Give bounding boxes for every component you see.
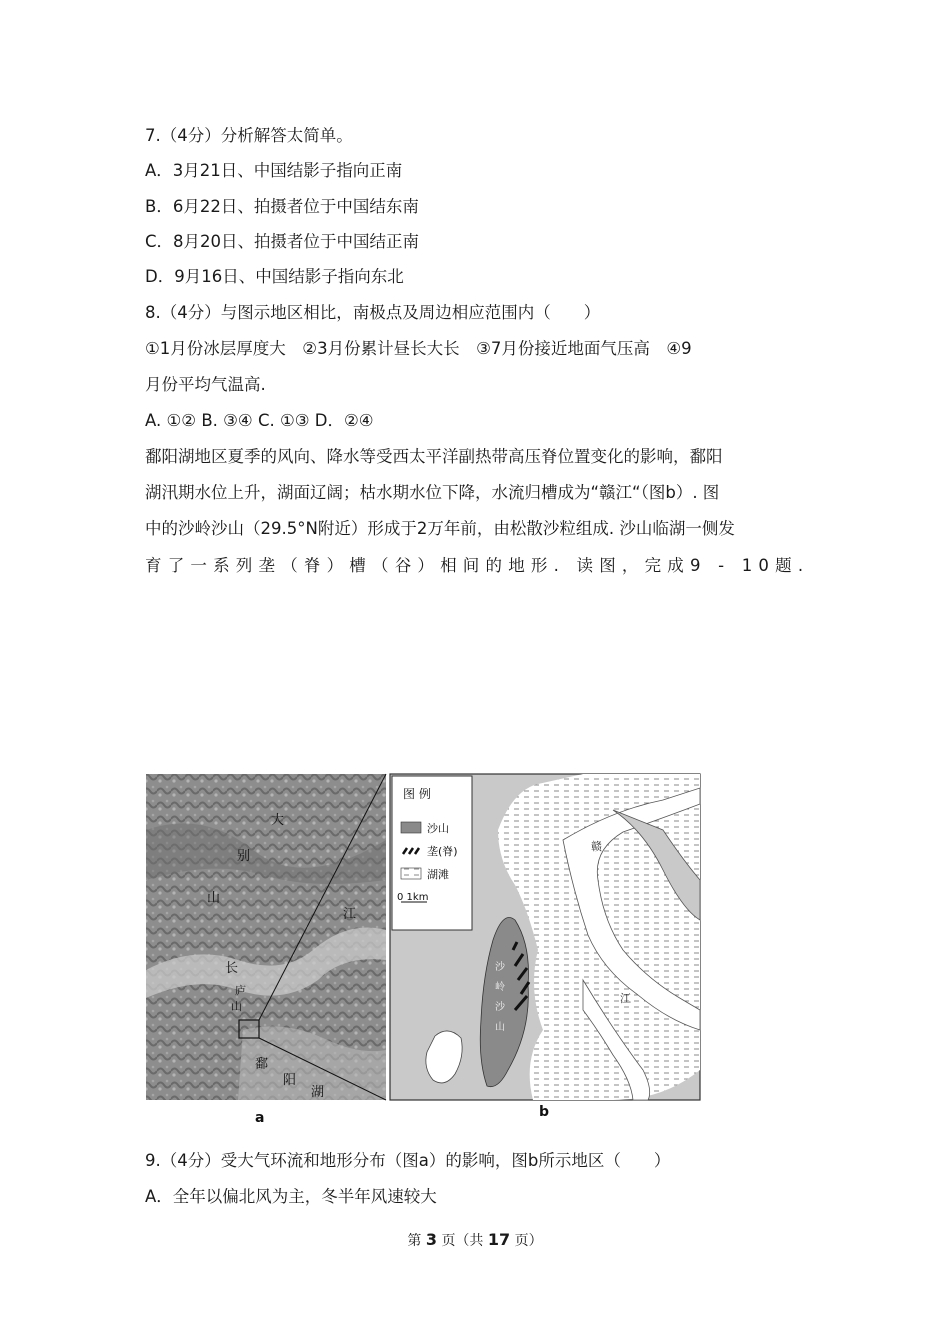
- passage-line: 鄱阳湖地区夏季的风向、降水等受西太平洋副热带高压脊位置变化的影响，鄱阳: [145, 447, 723, 466]
- q7-option-b: B．6月22日、拍摄者位于中国结东南: [145, 197, 419, 216]
- label-gan: 赣: [591, 840, 602, 853]
- label-ling: 岭: [495, 982, 505, 993]
- q7-option-a: A．3月21日、中国结影子指向正南: [145, 161, 403, 180]
- label-hu: 湖: [311, 1085, 325, 1100]
- label-shan-b: 山: [495, 1022, 505, 1033]
- q7-option-d: D．9月16日、中国结影子指向东北: [145, 267, 404, 286]
- label-ganjiang: 江: [620, 992, 631, 1005]
- q7-stem: 7.（4分）分析解答太简单。: [145, 126, 353, 145]
- caption-a: a: [255, 1110, 265, 1126]
- legend-ridge: 垄(脊): [427, 845, 458, 858]
- footer-prefix: 第: [407, 1233, 422, 1249]
- passage-line: 中的沙岭沙山（29.5°N附近）形成于2万年前，由松散沙粒组成. 沙山临湖一侧发: [145, 519, 735, 538]
- label-bie: 别: [237, 849, 251, 864]
- legend-beach: 湖滩: [427, 868, 449, 881]
- label-yang: 阳: [283, 1073, 297, 1088]
- q8-stem: 8.（4分）与图示地区相比，南极点及周边相应范围内（ ）: [145, 303, 601, 322]
- label-da: 大: [271, 813, 285, 828]
- figure-pair: [143, 770, 703, 1130]
- label-lushan: 山: [231, 1000, 242, 1013]
- footer-page-number: 3: [425, 1230, 437, 1249]
- caption-b: b: [539, 1104, 550, 1120]
- footer-total-pages: 17: [487, 1230, 511, 1249]
- q8-statements-1: ①1月份冰层厚度大 ②3月份累计昼长大长 ③7月份接近地面气压高 ④9: [145, 339, 692, 358]
- footer-middle: 页（共: [441, 1233, 484, 1249]
- legend-title: 图 例: [403, 787, 431, 801]
- label-chang: 长: [225, 961, 239, 976]
- q8-statements-2: 月份平均气温高.: [145, 375, 266, 394]
- passage-line: 育了一系列垄（脊）槽（谷）相间的地形. 读图，完成9 - 10题.: [145, 556, 810, 575]
- legend-scale: 0 1km: [397, 892, 429, 903]
- label-po: 鄱: [255, 1057, 269, 1072]
- label-sha2: 沙: [495, 1002, 505, 1013]
- figure-a-satellite: [146, 774, 386, 1100]
- q9-option-a: A．全年以偏北风为主，冬半年风速较大: [145, 1187, 437, 1206]
- q9-stem: 9.（4分）受大气环流和地形分布（图a）的影响，图b所示地区（ ）: [145, 1151, 671, 1170]
- label-lu: 庐: [235, 984, 246, 997]
- q8-options: A. ①② B. ③④ C. ①③ D．②④: [145, 411, 374, 430]
- legend-sandhill: 沙山: [427, 822, 449, 835]
- label-shan: 山: [207, 891, 221, 906]
- label-sha1: 沙: [495, 962, 505, 973]
- footer-suffix: 页）: [514, 1233, 543, 1249]
- q7-option-c: C．8月20日、拍摄者位于中国结正南: [145, 232, 420, 251]
- label-jiang: 江: [343, 907, 357, 922]
- page-footer: [0, 1230, 950, 1250]
- passage-line: 湖汛期水位上升，湖面辽阔；枯水期水位下降，水流归槽成为“赣江“（图b）. 图: [145, 483, 720, 502]
